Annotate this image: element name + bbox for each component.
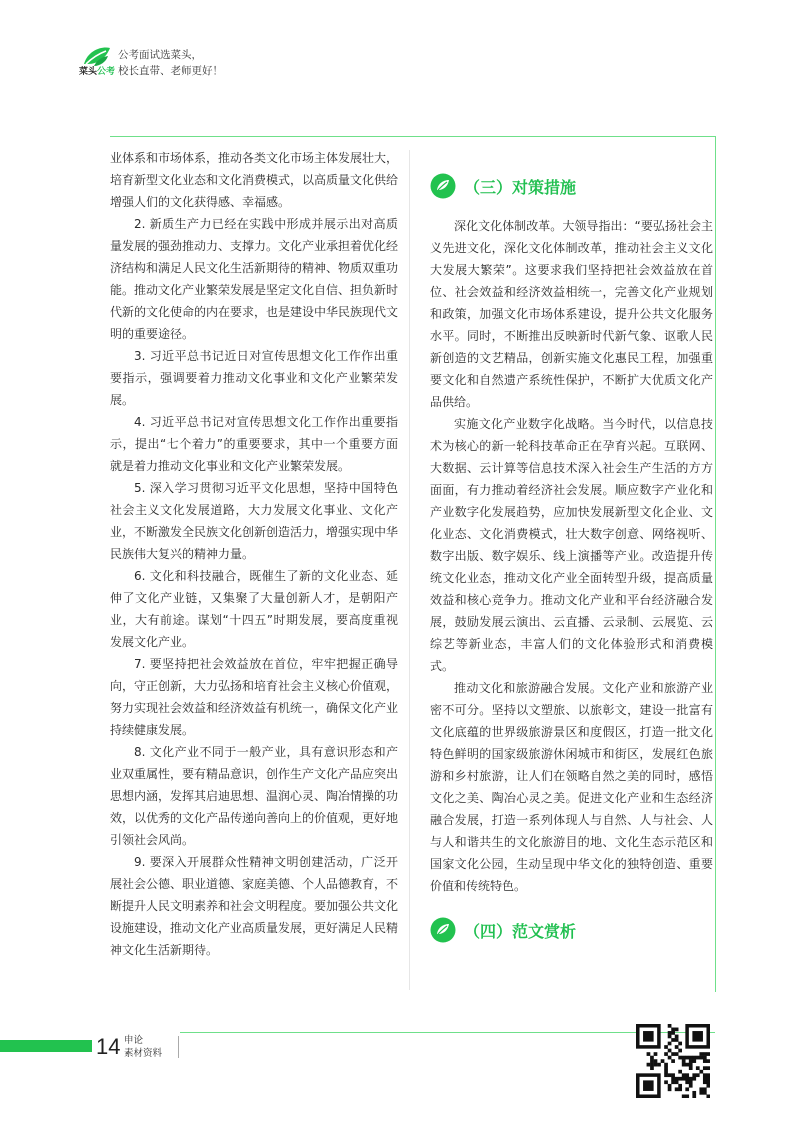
paragraph: 深化文化体制改革。大领导指出：“要弘扬社会主义先进文化，深化文化体制改革，推动社会主义文化大发展大繁荣”。这要求我们坚持把社会效益放在首位、社会效益和经济效益相统一，完善文化产业规划和政策，加强文化市场体系建设，提升公共文化服务水平。同时，不断推出反映新时代新气象、讴歌人民新创造的文艺精品，创新实施文化惠民工程，加强重要文化和自然遗产系统性保护，不断扩大优质文化产品供给。 (430, 219, 713, 409)
leaf-circle-icon (430, 173, 456, 199)
slogan-line-2: 校长直带、老师更好！ (118, 65, 223, 77)
leaf-circle-icon (430, 917, 456, 943)
frame-top-line (110, 136, 715, 137)
paragraph: 实施文化产业数字化战略。当今时代，以信息技术为核心的新一轮科技革命正在孕育兴起。互联网、大数据、云计算等信息技术深入社会生产生活的方方面面，有力推动着经济社会发展。顺应数字产业化和产业数字化发展趋势，应加快发展新型文化企业、文化业态、文化消费模式，壮大数字创意、网络视听、数字出版、数字娱乐、线上演播等产业。改造提升传统文化业态，推动文化产业全面转型升级，提高质量效益和核心竞争力。推动文化产业和平台经济融合发展，鼓励发展云演出、云直播、云录制、云展览、云综艺等新业态，丰富人们的文化体验形式和消费模式。 (430, 417, 713, 673)
footer-separator (178, 1036, 179, 1058)
paragraph: 9. 要深入开展群众性精神文明创建活动，广泛开展社会公德、职业道德、家庭美德、个人品德教育，不断提升人民文明素养和社会文明程度。要加强公共文化设施建设，推动文化产业高质量发展，更好满足人民精神文化生活新期待。 (110, 855, 399, 957)
column-divider (409, 150, 410, 990)
page-number: 14 (96, 1034, 121, 1059)
paragraph: 8. 文化产业不同于一般产业，具有意识形态和产业双重属性，要有精品意识，创作生产文化产品应突出思想内涵，发挥其启迪思想、温润心灵、陶冶情操的功效，以优秀的文化产品传递向善向上的价值观，更好地引领社会风尚。 (110, 745, 399, 847)
qr-code-icon (636, 1024, 710, 1098)
slogan-line-1: 公考面试选菜头， (118, 49, 202, 61)
paragraph: 6. 文化和科技融合，既催生了新的文化业态、延伸了文化产业链，又集聚了大量创新人才，是朝阳产业，大有前途。谋划“十四五”时期发展，要高度重视发展文化产业。 (110, 569, 398, 649)
paragraph: 3. 习近平总书记近日对宣传思想文化工作作出重要指示，强调要着力推动文化事业和文化产业繁荣发展。 (110, 349, 398, 407)
section-title: （四）范文赏析 (464, 921, 577, 941)
paragraph: 7. 要坚持把社会效益放在首位，牢牢把握正确导向，守正创新，大力弘扬和培育社会主义核心价值观，努力实现社会效益和经济效益有机统一，确保文化产业持续健康发展。 (110, 657, 399, 737)
paragraph: 业体系和市场体系，推动各类文化市场主体发展壮大，培育新型文化业态和文化消费模式，以高质量文化供给增强人们的文化获得感、幸福感。 (110, 151, 399, 209)
frame-right-line (715, 136, 716, 992)
footer-accent-bar (0, 1040, 92, 1052)
left-column (110, 147, 398, 961)
frame-bottom-line (180, 1032, 715, 1033)
brand-name-dark: 菜头 (79, 67, 98, 77)
header-slogan (118, 47, 223, 79)
brand-name-green: 公考 (97, 67, 116, 77)
section-title: （三）对策措施 (464, 177, 577, 197)
paragraph: 5. 深入学习贯彻习近平文化思想，坚持中国特色社会主义文化发展道路，大力发展文化事业、文化产业，不断激发全民族文化创新创造活力，增强实现中华民族伟大复兴的精神力量。 (110, 481, 399, 561)
magazine-name-line-2: 素材资料 (124, 1048, 163, 1059)
section-heading-measures (430, 173, 576, 199)
magazine-name (124, 1034, 162, 1060)
paragraph: 2. 新质生产力已经在实践中形成并展示出对高质量发展的强劲推动力、支撑力。文化产业承担着优化经济结构和满足人民文化生活新期待的精神、物质双重功能。推动文化产业繁荣发展是坚定文化自信、担负新时代新的文化使命的内在要求，也是建设中华民族现代文明的重要途径。 (110, 217, 399, 341)
paragraph: 4. 习近平总书记对宣传思想文化工作作出重要指示，提出“七个着力”的重要要求，其中一个重要方面就是着力推动文化事业和文化产业繁荣发展。 (110, 415, 398, 473)
right-column (430, 215, 713, 897)
paragraph: 推动文化和旅游融合发展。文化产业和旅游产业密不可分。坚持以文塑旅、以旅彰文，建设一批富有文化底蕴的世界级旅游景区和度假区，打造一批文化特色鲜明的国家级旅游休闲城市和街区，发展红色旅游和乡村旅游，让人们在领略自然之美的同时，感悟文化之美、陶冶心灵之美。促进文化产业和生态经济融合发展，打造一系列体现人与自然、人与社会、人与人和谐共生的文化旅游目的地、文化生态示范区和国家文化公园，生动呈现中华文化的独特创造、重要价值和传统特色。 (430, 681, 713, 893)
section-heading-sample-essay (430, 917, 576, 943)
magazine-name-line-1: 申论 (124, 1035, 144, 1046)
brand-name (79, 64, 115, 77)
